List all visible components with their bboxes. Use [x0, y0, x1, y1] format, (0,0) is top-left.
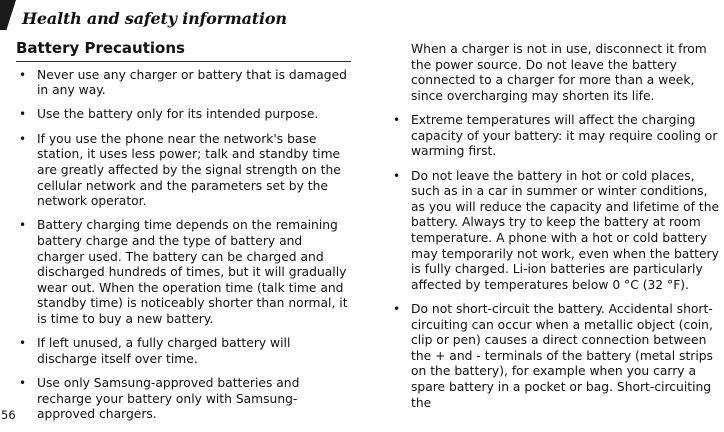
list-item: • Do not leave the battery in hot or cold places, such as in a car in summer or winter conditions, as you will reduce the capacity and lifetime of the battery. Always try to keep the battery at room temperature. A phone with a hot or cold battery may temporarily not work, even when the battery is fully charged. Li-ion batteries are particularly affected by temperatures below 0 °C (32 °F). [390, 169, 724, 294]
list-item: • Use the battery only for its intended purpose. [16, 107, 352, 123]
list-item: • Use only Samsung-approved batteries and recharge your battery only with Samsung-approved chargers. [16, 376, 352, 423]
continued-paragraph: When a charger is not in use, disconnect it from the power source. Do not leave the battery connected to a charger for more than a week, since overcharging may shorten its life. [411, 42, 707, 103]
left-column [16, 40, 352, 432]
list-item: • Do not short-circuit the battery. Accidental short-circuiting can occur when a metallic object (coin, clip or pen) causes a direct connection between the + and - terminals of the battery (metal strips on the battery), for example when you carry a spare battery in a pocket or bag. Short-circuiting the [390, 302, 724, 411]
section-divider [16, 61, 351, 62]
page-number: 56 [1, 408, 16, 422]
list-item: • Battery charging time depends on the remaining battery charge and the type of battery and charger used. The battery can be charged and discharged hundreds of times, but it will gradually wear out. When the operation time (talk time and standby time) is noticeably shorter than normal, it is time to buy a new battery. [16, 218, 352, 327]
header-tab-marker [0, 0, 16, 30]
page-header-title: Health and safety information [22, 9, 287, 28]
list-item: • If left unused, a fully charged battery will discharge itself over time. [16, 336, 352, 367]
right-bullet-list [390, 113, 724, 411]
list-item: • Extreme temperatures will affect the charging capacity of your battery: it may require cooling or warming first. [390, 113, 724, 160]
list-item: • If you use the phone near the network's base station, it uses less power; talk and standby time are greatly affected by the signal strength on the cellular network and the parameters set by the network operator. [16, 132, 352, 210]
right-column [390, 42, 724, 420]
list-item: • Never use any charger or battery that is damaged in any way. [16, 68, 352, 99]
left-bullet-list [16, 68, 352, 423]
section-title: Battery Precautions [16, 39, 185, 57]
